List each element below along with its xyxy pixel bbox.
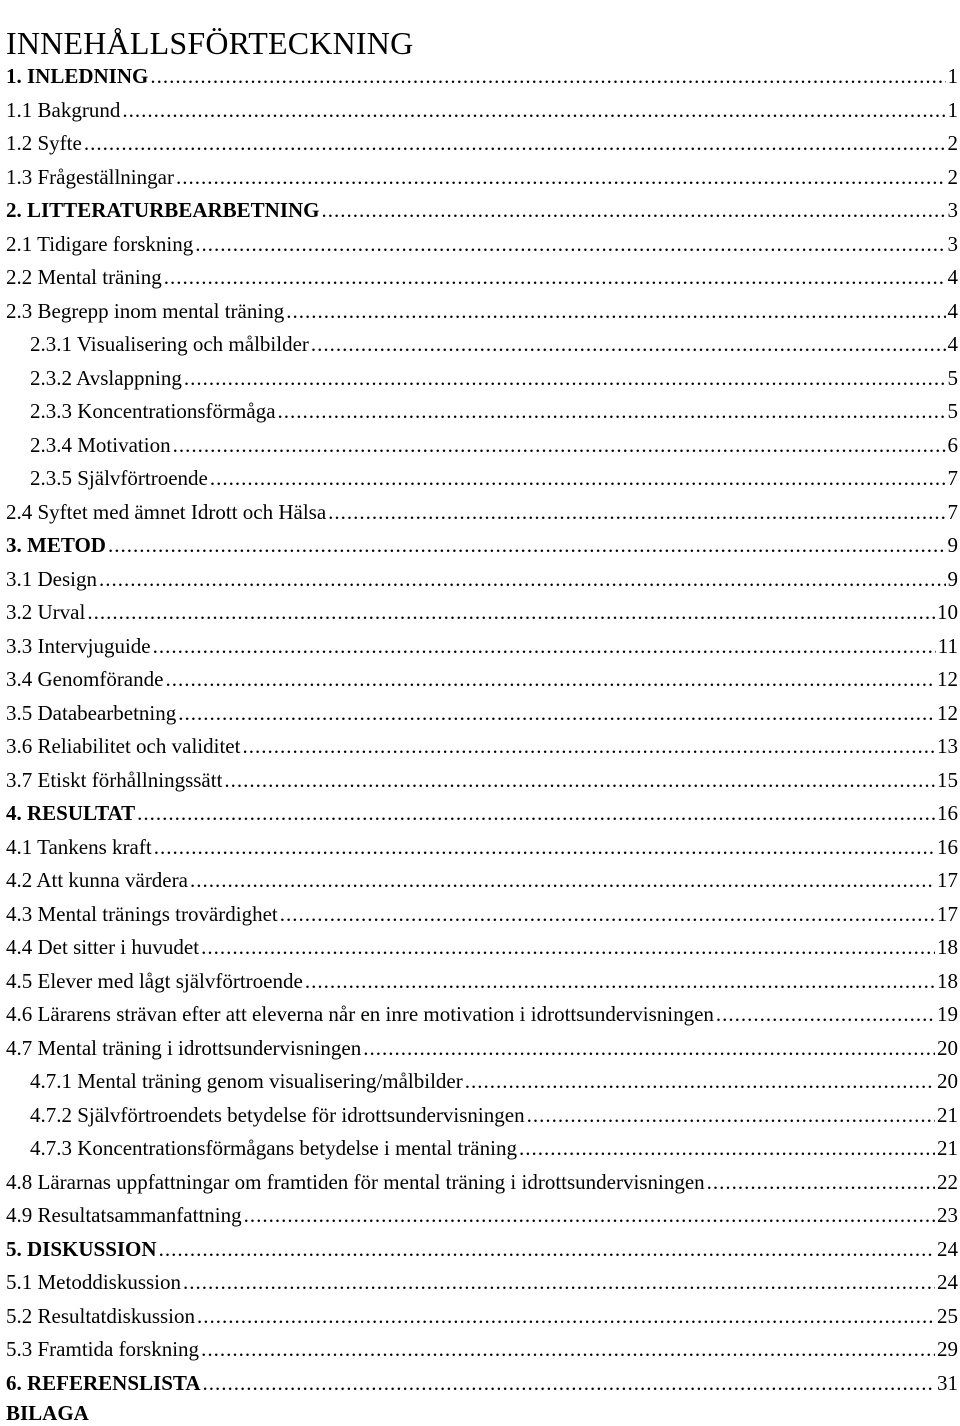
toc-entry [6, 328, 958, 361]
toc-entry-page-number: 10 [937, 600, 958, 624]
toc-entry [6, 429, 958, 462]
toc-entry [6, 931, 958, 964]
toc-entry-label: 4.7 Mental träning i idrottsundervisningen [6, 1035, 362, 1060]
toc-entry-page-number: 9 [947, 566, 958, 591]
toc-dot-leader [311, 328, 946, 361]
toc-entry-label: 4.7.2 Självförtroendets betydelse för idrottsundervisningen [30, 1102, 525, 1127]
toc-entry-page-number: 16 [937, 834, 958, 859]
toc-entry [6, 127, 958, 160]
toc-entry-label: 4.8 Lärarnas uppfattningar om framtiden för mental träning i idrottsundervisningen [6, 1169, 705, 1194]
toc-entry [6, 1233, 958, 1266]
toc-entry-label: 4.7.1 Mental träning genom visualisering/målbilder [30, 1069, 463, 1093]
toc-entry [6, 1367, 958, 1400]
toc-entry [6, 228, 958, 261]
toc-entry [6, 1333, 958, 1366]
toc-entry-label: 2.2 Mental träning [6, 265, 162, 289]
toc-entry-page-number: 16 [937, 801, 958, 825]
toc-dot-leader [203, 1367, 936, 1400]
toc-entry [6, 1166, 958, 1199]
toc-entry [6, 730, 958, 763]
toc-entry-page-number: 12 [937, 667, 958, 691]
toc-entry [6, 1065, 958, 1098]
toc-entry-label: 2.3.3 Koncentrationsförmåga [30, 399, 276, 423]
toc-dot-leader [195, 228, 945, 261]
toc-entry-label: 2.3 Begrepp inom mental träning [6, 298, 285, 323]
toc-entry-label: 2.3.2 Avslappning [30, 365, 182, 390]
toc-entry [6, 1199, 958, 1232]
toc-entry-page-number: 3 [947, 231, 958, 256]
toc-entry-label: 1. INLEDNING [6, 64, 149, 88]
toc-entry-page-number: 31 [937, 1370, 958, 1395]
page-title: INNEHÅLLSFÖRTECKNING [6, 25, 414, 62]
toc-entry [6, 194, 958, 227]
toc-entry-page-number: 12 [937, 700, 958, 725]
toc-entry-label: 1.2 Syfte [6, 131, 82, 155]
toc-entry-page-number: 24 [937, 1236, 958, 1261]
toc-entry-label: 3.7 Etiskt förhållningssätt [6, 767, 223, 792]
toc-entry [6, 395, 958, 428]
toc-dot-leader [99, 563, 946, 596]
toc-dot-leader [244, 1199, 935, 1232]
toc-dot-leader [122, 94, 945, 127]
toc-entry-label: 2. LITTERATURBEARBETNING [6, 198, 320, 222]
toc-dot-leader [363, 1032, 935, 1065]
toc-entry-label: 3.5 Databearbetning [6, 700, 177, 725]
toc-dot-leader [201, 931, 935, 964]
toc-dot-leader [84, 127, 946, 160]
toc-entry [6, 663, 958, 696]
toc-entry-page-number: 5 [947, 399, 958, 423]
toc-entry [6, 496, 958, 529]
toc-dot-leader [154, 831, 935, 864]
toc-entry [6, 529, 958, 562]
toc-entry-page-number: 9 [947, 533, 958, 557]
toc-entry-label: 4. RESULTAT [6, 801, 136, 825]
toc-entry-page-number: 4 [947, 298, 958, 323]
toc-entry-label: 2.4 Syftet med ämnet Idrott och Hälsa [6, 499, 327, 524]
toc-entry-page-number: 19 [937, 1002, 958, 1026]
toc-entry-label: 4.4 Det sitter i huvudet [6, 935, 200, 959]
toc-entry [6, 596, 958, 629]
toc-entry-page-number: 20 [937, 1035, 958, 1060]
toc-entry-page-number: 2 [947, 164, 958, 189]
toc-dot-leader [210, 462, 946, 495]
toc-entry-page-number: 21 [937, 1136, 958, 1160]
toc-dot-leader [190, 864, 935, 897]
toc-dot-leader [165, 663, 935, 696]
toc-entry [6, 295, 958, 328]
toc-entry-page-number: 3 [947, 198, 958, 222]
toc-entry-label: 4.9 Resultatsammanfattning [6, 1203, 242, 1227]
toc-entry-page-number: 1 [947, 97, 958, 122]
toc-entry [6, 261, 958, 294]
toc-entry-label: 5. DISKUSSION [6, 1236, 157, 1261]
toc-entry-page-number: 18 [937, 935, 958, 959]
toc-dot-leader [527, 1099, 935, 1132]
toc-entry [6, 161, 958, 194]
toc-entry [6, 1300, 958, 1333]
toc-entry-page-number: 17 [937, 901, 958, 926]
toc-dot-leader [328, 496, 945, 529]
toc-entry-page-number: 7 [947, 466, 958, 490]
toc-entry [6, 831, 958, 864]
toc-entry-page-number: 7 [947, 499, 958, 524]
toc-dot-leader [519, 1132, 935, 1165]
toc-entry-label: 4.7.3 Koncentrationsförmågans betydelse i mental träning [30, 1136, 517, 1160]
toc-dot-leader [224, 764, 935, 797]
toc-dot-leader [280, 898, 935, 931]
toc-entry [6, 965, 958, 998]
toc-entry-label: 5.2 Resultatdiskussion [6, 1303, 196, 1328]
toc-entry-page-number: 5 [947, 365, 958, 390]
toc-dot-leader [286, 295, 945, 328]
toc-entry-page-number: 21 [937, 1102, 958, 1127]
toc-entry [6, 630, 958, 663]
toc-entry [6, 362, 958, 395]
toc-dot-leader [183, 1266, 935, 1299]
toc-entry-label: 1.3 Frågeställningar [6, 164, 174, 189]
toc-entry-label: 2.3.5 Självförtroende [30, 466, 208, 490]
toc-entry-label: 1.1 Bakgrund [6, 97, 121, 122]
toc-entry-page-number: 2 [947, 131, 958, 155]
toc-entry-label: 4.3 Mental tränings trovärdighet [6, 901, 278, 926]
toc-entry-page-number: 25 [937, 1303, 958, 1328]
toc-dot-leader [176, 161, 946, 194]
toc-entry-page-number: 22 [937, 1169, 958, 1194]
toc-entry [6, 94, 958, 127]
toc-entry [6, 998, 958, 1031]
toc-dot-leader [87, 596, 935, 629]
toc-entry [6, 1132, 958, 1165]
toc-entry-label: 3.4 Genomförande [6, 667, 164, 691]
toc-dot-leader [150, 60, 945, 93]
toc-dot-leader [108, 529, 946, 562]
toc-entry-label: 5.3 Framtida forskning [6, 1337, 200, 1361]
toc-dot-leader [278, 395, 946, 428]
toc-entry-page-number: 23 [937, 1203, 958, 1227]
toc-entry [6, 563, 958, 596]
toc-dot-leader [242, 730, 935, 763]
toc-dot-leader [716, 998, 935, 1031]
toc-dot-leader [159, 1233, 935, 1266]
toc-entry-label: 4.6 Lärarens strävan efter att eleverna når en inre motivation i idrottsundervisningen [6, 1002, 714, 1026]
toc-dot-leader [707, 1166, 935, 1199]
toc-entry-page-number: 17 [937, 868, 958, 892]
toc-dot-leader [153, 630, 936, 663]
toc-dot-leader [164, 261, 946, 294]
toc-entry-page-number: 29 [937, 1337, 958, 1361]
toc-dot-leader [305, 965, 935, 998]
toc-entry-page-number: 13 [937, 734, 958, 758]
toc-entry-page-number: 6 [947, 432, 958, 457]
toc-entry-label: 2.3.1 Visualisering och målbilder [30, 332, 309, 356]
toc-dot-leader [465, 1065, 935, 1098]
toc-entry [6, 764, 958, 797]
toc-entry [6, 898, 958, 931]
toc-entry [6, 462, 958, 495]
toc-dot-leader [137, 797, 935, 830]
toc-dot-leader [322, 194, 946, 227]
toc-entry-label: 5.1 Metoddiskussion [6, 1270, 182, 1294]
toc-entry-label: 3. METOD [6, 533, 106, 557]
toc-entry-page-number: 4 [947, 265, 958, 289]
toc-dot-leader [178, 697, 935, 730]
toc-entry-page-number: 15 [937, 767, 958, 792]
toc-entry [6, 797, 958, 830]
toc-dot-leader [197, 1300, 935, 1333]
appendix-heading: BILAGA [6, 1401, 89, 1425]
toc-entry-label: 4.5 Elever med lågt självförtroende [6, 968, 303, 993]
toc-entry-page-number: 18 [937, 968, 958, 993]
toc-entry-page-number: 1 [947, 64, 958, 88]
toc-entry [6, 1266, 958, 1299]
toc-entry-page-number: 20 [937, 1069, 958, 1093]
toc-entry-label: 2.3.4 Motivation [30, 432, 171, 457]
toc-entry [6, 60, 958, 93]
toc-entry-label: 3.1 Design [6, 566, 97, 591]
toc-entry [6, 1099, 958, 1132]
toc-entry-label: 3.3 Intervjuguide [6, 633, 151, 658]
toc-entry [6, 1032, 958, 1065]
toc-entry-label: 3.2 Urval [6, 600, 86, 624]
toc-entry [6, 864, 958, 897]
toc-entry [6, 697, 958, 730]
toc-dot-leader [184, 362, 946, 395]
toc-entry-label: 4.1 Tankens kraft [6, 834, 152, 859]
toc-entry-page-number: 24 [937, 1270, 958, 1294]
toc-entry-label: 3.6 Reliabilitet och validitet [6, 734, 241, 758]
toc-dot-leader [173, 429, 946, 462]
toc-entry-label: 2.1 Tidigare forskning [6, 231, 194, 256]
toc-dot-leader [201, 1333, 935, 1366]
toc-entry-page-number: 4 [947, 332, 958, 356]
toc-entry-label: 4.2 Att kunna värdera [6, 868, 188, 892]
toc-entry-label: 6. REFERENSLISTA [6, 1370, 201, 1395]
toc-entry-page-number: 11 [937, 633, 958, 658]
